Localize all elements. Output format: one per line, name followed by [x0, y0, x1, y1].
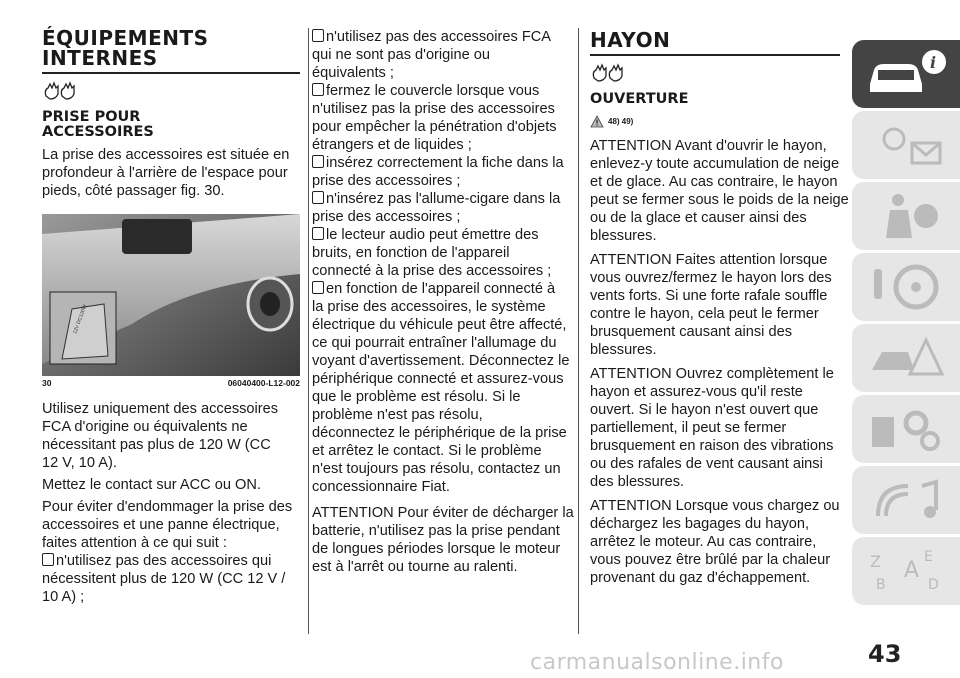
airbag-icon — [864, 188, 948, 244]
text-line: pieds, côté passager fig. 30. — [42, 183, 225, 199]
text-line: ce qui pourrait entraîner l'allumage du — [312, 335, 557, 351]
text-line: ATTENTION Avant d'ouvrir le hayon, — [590, 138, 827, 154]
text-line: hayon et assurez-vous qu'il reste — [590, 384, 803, 400]
text-line: équivalents ; — [312, 65, 394, 81]
text-line: nécessitent plus de 120 W (CC 12 V / — [42, 571, 286, 587]
tab-dashboard[interactable] — [852, 111, 960, 179]
intro-paragraph — [42, 146, 300, 200]
chapter-title-line: ÉQUIPEMENTS — [42, 26, 209, 50]
attention-paragraph — [312, 504, 574, 576]
tab-vehicle-info[interactable] — [852, 40, 960, 108]
tab-multimedia[interactable] — [852, 466, 960, 534]
text-line: la prise des accessoires, le système — [312, 299, 546, 315]
figure-code: 06040400-L12-002 — [227, 378, 300, 388]
column-divider — [308, 28, 309, 634]
text-line: 12 V, 10 A). — [42, 455, 117, 471]
column-left — [42, 28, 300, 606]
text-line: batterie, n'utilisez pas la prise pendant — [312, 523, 560, 539]
bullet-box-icon — [312, 83, 324, 96]
bullet-box-icon — [312, 191, 324, 204]
svg-text:Z: Z — [870, 552, 881, 571]
text-line: déconnectez le périphérique de la prise — [312, 425, 567, 441]
chapter-title: HAYON — [590, 28, 671, 52]
bullet-item — [312, 226, 570, 280]
text-line: contre le hayon, cela peut le fermer — [590, 306, 819, 322]
title-rule — [590, 54, 840, 56]
text-line: profondeur à l'arrière de l'espace pour — [42, 165, 288, 181]
attention-paragraph — [590, 497, 840, 587]
section-title — [42, 110, 300, 140]
text-line: blessures. — [590, 228, 657, 244]
bullet-item — [312, 154, 570, 190]
emergency-icon — [864, 330, 948, 386]
car-info-icon — [864, 46, 948, 102]
text-line: le lecteur audio peut émettre des — [326, 227, 539, 243]
text-line: et de glace. Au cas contraire, le hayon — [590, 174, 838, 190]
bullet-item — [312, 190, 570, 226]
svg-text:E: E — [924, 549, 933, 565]
section-title: OUVERTURE — [590, 91, 689, 107]
text-line: connecté à la prise des accessoires ; — [312, 263, 552, 279]
text-line: ATTENTION Pour éviter de décharger la — [312, 505, 574, 521]
text-line: accessoires et une panne électrique, — [42, 517, 280, 533]
warning-triangle-icon — [590, 115, 604, 128]
svg-text:A: A — [904, 558, 920, 583]
page-number: 43 — [868, 640, 902, 668]
text-line: 10 A) ; — [42, 589, 85, 605]
warning-reference — [590, 113, 840, 129]
text-line: des blessures. — [590, 474, 685, 490]
text-line: pour empêcher la pénétration d'objets — [312, 119, 557, 135]
steering-wheel-icon — [864, 259, 948, 315]
tab-safety[interactable] — [852, 182, 960, 250]
svg-text:i: i — [930, 53, 937, 72]
chapter-tabs — [852, 40, 960, 608]
gloves-icon — [590, 62, 630, 84]
tab-maintenance[interactable] — [852, 395, 960, 463]
attention-paragraph — [590, 137, 849, 245]
alphabet-index-icon — [864, 543, 948, 599]
tab-emergency[interactable] — [852, 324, 960, 392]
text-line: problème n'est pas résolu, — [312, 407, 483, 423]
text-line: ouvert. Si le hayon n'est ouvert que — [590, 402, 819, 418]
text-line: n'est toujours pas résolu, contactez un — [312, 461, 561, 477]
bullet-item — [312, 28, 570, 82]
warning-refs: 48) 49) — [608, 116, 634, 126]
paragraph-3 — [42, 498, 300, 552]
text-line: nécessitant pas plus de 120 W (CC — [42, 437, 271, 453]
text-line: de longues périodes lorsque le moteur — [312, 541, 561, 557]
text-line: La prise des accessoires est située en — [42, 147, 290, 163]
text-line: blessures. — [590, 342, 657, 358]
column-divider — [578, 28, 579, 634]
text-line: Pour éviter d'endommager la prise des — [42, 499, 293, 515]
text-line: arrêtez le moteur. Au cas contraire, — [590, 534, 817, 550]
warning-lights-icon — [864, 117, 948, 173]
text-line: faites attention à ce qui suit : — [42, 535, 227, 551]
gears-icon — [864, 401, 948, 457]
paragraph-1 — [42, 400, 300, 472]
text-line: ATTENTION Faites attention lorsque — [590, 252, 828, 268]
column-right — [590, 28, 849, 587]
text-line: n'utilisez pas la prise des accessoires — [312, 101, 555, 117]
text-line: n'utilisez pas des accessoires qui — [56, 553, 272, 569]
bullet-item — [312, 82, 570, 154]
text-line: et arrêtez le contact. Si le problème — [312, 443, 542, 459]
bullet-box-icon — [312, 155, 324, 168]
text-line: fermez le couvercle lorsque vous — [326, 83, 540, 99]
text-line: peut se fermer sous le poids de la neige — [590, 192, 849, 208]
text-line: brusquement causant ainsi des — [590, 324, 793, 340]
attention-paragraph — [590, 365, 840, 491]
figure-number: 30 — [42, 378, 52, 388]
text-line: électrique du véhicule peut être affecté, — [312, 317, 567, 333]
text-line: voyant d'avertissement. Déconnectez le — [312, 353, 570, 369]
column-middle — [312, 28, 574, 576]
bullet-item — [312, 280, 570, 496]
text-line: est à l'arrêt ou tourne au ralenti. — [312, 559, 518, 575]
multimedia-icon — [864, 472, 948, 528]
text-line: Utilisez uniquement des accessoires — [42, 401, 279, 417]
text-line: n'insérez pas l'allume-cigare dans la — [326, 191, 561, 207]
text-line: ATTENTION Ouvrez complètement le — [590, 366, 834, 382]
gloves-icon — [42, 80, 82, 102]
bullet-item — [42, 552, 300, 606]
paragraph-2: Mettez le contact sur ACC ou ON. — [42, 477, 261, 493]
svg-text:B: B — [876, 577, 886, 593]
text-line: vous ouvrez/fermez le hayon lors des — [590, 270, 832, 286]
text-line: vous pouvez être brûlé par la chaleur — [590, 552, 831, 568]
text-line: prise des accessoires ; — [312, 173, 461, 189]
text-line: concessionnaire Fiat. — [312, 479, 450, 495]
svg-text:D: D — [928, 577, 939, 593]
text-line: insérez correctement la fiche dans la — [326, 155, 564, 171]
text-line: ou des rafales de vent causant ainsi — [590, 456, 823, 472]
text-line: étrangers et de liquides ; — [312, 137, 472, 153]
text-line: bruits, en fonction de l'appareil — [312, 245, 510, 261]
tab-index[interactable] — [852, 537, 960, 605]
text-line: périphérique connecté et assurez-vous — [312, 371, 564, 387]
text-line: prise des accessoires ; — [312, 209, 461, 225]
text-line: ATTENTION Lorsque vous chargez ou — [590, 498, 840, 514]
section-title-line: PRISE POUR — [42, 109, 141, 125]
bullet-box-icon — [312, 29, 324, 42]
text-line: vents forts. Si une forte rafale souffle — [590, 288, 828, 304]
text-line: en fonction de l'appareil connecté à — [326, 281, 556, 297]
text-line: n'utilisez pas des accessoires FCA — [326, 29, 552, 45]
text-line: qui ne sont pas d'origine ou — [312, 47, 491, 63]
bullet-box-icon — [312, 281, 324, 294]
text-line: provenant du gaz d'échappement. — [590, 570, 811, 586]
bullet-box-icon — [42, 553, 54, 566]
section-title-line: ACCESSOIRES — [42, 124, 154, 140]
tab-starting-driving[interactable] — [852, 253, 960, 321]
text-line: que le problème est résolu. Si le — [312, 389, 521, 405]
title-rule — [42, 72, 300, 74]
text-line: enlevez-y toute accumulation de neige — [590, 156, 840, 172]
text-line: FCA d'origine ou équivalents ne — [42, 419, 248, 435]
attention-paragraph — [590, 251, 840, 359]
chapter-title-line: INTERNES — [42, 46, 158, 70]
figure-caption — [42, 378, 300, 388]
watermark: carmanualsonline.info — [530, 650, 784, 675]
bullet-box-icon — [312, 227, 324, 240]
text-line: brusquement en raison des vibrations — [590, 438, 834, 454]
text-line: partiellement, il peut se fermer — [590, 420, 787, 436]
chapter-title — [42, 28, 300, 68]
socket-label: 12V DC120W — [72, 303, 89, 335]
text-line: déchargez les bagages du hayon, — [590, 516, 810, 532]
accessory-socket-photo — [42, 214, 300, 376]
text-line: ou de la glace et causer ainsi des — [590, 210, 807, 226]
